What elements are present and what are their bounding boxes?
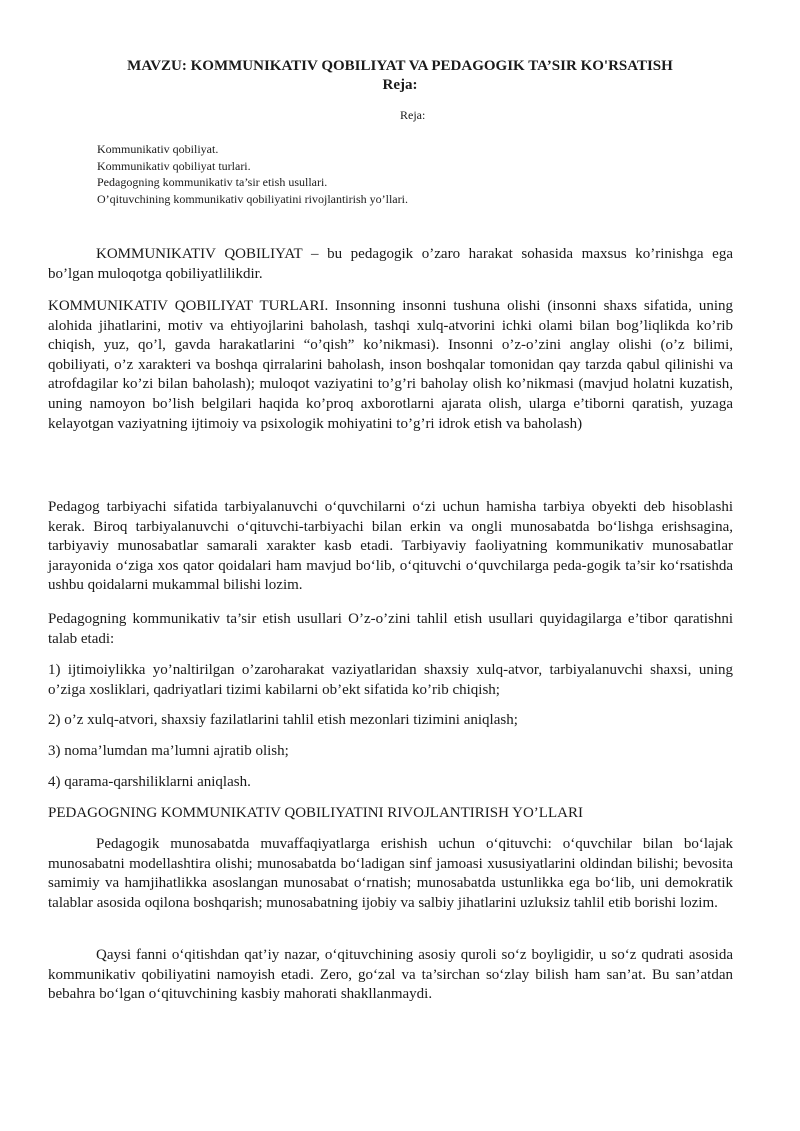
paragraph-conclusion: Qaysi fanni o‘qitishdan qat’iy nazar, o‘qituvchining asosiy quroli so‘z boyligidir, u so‘z qudrati asosida kommunikativ qobiliyatini namoyish etadi. Zero, go‘zal va ta’sirchan so‘zlay bilish ham san’at. Bu san’atdan bebahra bo‘lgan o‘qituvchining kasbiy mahorati shakllanmaydi. [48,947,733,1003]
paragraph-types: KOMMUNIKATIV QOBILIYAT TURLARI. Insonning insonni tushuna olishi (insonni shaxs sifatida, uning alohida jihatlarini, motiv va ehtiyojlarini baholash, tashqi xulq-atvorini ichki olami bilan bog’liqlikda ko’rib chiqish, yuz, qo’l, gavda harakatlarini “o’qish” ko’nikmasi). Insonni o’z-o’zini anglay olishi (o’z bilimi, qobiliyati, o’z xarakteri va boshqa qirralarini baholash, inson boshqalar tomonidan qay tarzda qabul qilinishi va atrofdagilar ko’zi bilan baholash); muloqot vaziyatini to’g’ri baholay olish ko’nikmasi (mavjud holatni kuzatish, uning namoyon bo’lish belgilari haqida ko’proq axborotlarni ajarata olish, ularga e’tiborni qaratish, yuzaga kelayotgan vaziyatning ijtimoiy va psixologik mohiyatini to’g’ri idrok etish va baholash) [48,298,733,432]
list-item-1: 1) ijtimoiylikka yo’naltirilgan o’zaroharakat vaziyatlaridan shaxsiy xulq-atvor, tarbiyalanuvchi shaxsi, uning o’ziga xosliklari, qadriyatlari tizimi kabilarni ob’ekt sifatida ko’rib chiqish; [48,662,733,698]
paragraph-success: Pedagogik munosabatda muvaffaqiyatlarga erishish uchun o‘qituvchi: o‘quvchilar bilan bo‘lajak munosabatni modellashtira olishi; munosabatda bo‘ladigan sinf jamoasi xususiyatlarini oldindan bilishi; bevosita samimiy va hamjihatlikka asoslangan munosabat o‘rnatish; munosabatda ustunlikka ega bo‘lib, uni demokratik talablar asosida oqilona boshqarish; munosabatning ijobiy va salbiy jihatlarini uzluksiz tahlil etib borishi lozim. [48,836,733,911]
plan-item: Kommunikativ qobiliyat. [97,142,219,156]
document-subtitle: Reja: [382,77,418,93]
paragraph-definition: KOMMUNIKATIV QOBILIYAT – bu pedagogik o’zaro harakat sohasida maxsus ko’rinishga ega bo’lgan muloqotga qobiliyatlilikdir. [48,246,733,282]
plan-item: Pedagogning kommunikativ ta’sir etish usullari. [97,175,328,189]
plan-item: Kommunikativ qobiliyat turlari. [97,158,251,173]
document-title: MAVZU: KOMMUNIKATIV QOBILIYAT VA PEDAGOGIK TA’SIR KO'RSATISH [127,58,673,74]
list-item-4: 4) qarama-qarshiliklarni aniqlash. [48,774,251,790]
paragraph-pedagog: Pedagog tarbiyachi sifatida tarbiyalanuvchi o‘quvchilarni o‘zi uchun hamisha tarbiya obyekti deb hisoblashi kerak. Biroq tarbiyalanuvchi o‘qituvchi-tarbiyachi bilan erkin va ongli munosabatda bo‘lishga erishsagina, tarbiyaviy munosabatlar samarali xarakter kasb etadi. Tarbiyaviy faoliyatning kommunikativ munosabatlar jarayonida o‘ziga xos qator qoidalari ham mavjud bo‘lib, o‘qituvchi o‘quvchilarga peda-gogik ta’sir ko‘rsatishda ushbu qoidalarni mukammal bilishi lozim. [48,499,733,594]
plan-item: O’qituvchining kommunikativ qobiliyatini rivojlantirish yo’llari. [97,191,408,206]
list-item-3: 3) noma’lumdan ma’lumni ajratib olish; [48,743,289,759]
paragraph-methods: Pedagogning kommunikativ ta’sir etish usullari O’z-o’zini tahlil etish usullari quyidagilarga e’tibor qaratishni talab etadi: [48,611,733,647]
section-heading: PEDAGOGNING KOMMUNIKATIV QOBILIYATINI RIVOJLANTIRISH YO’LLARI [48,805,583,821]
plan-label: Reja: [400,108,426,122]
plan-list [97,141,408,207]
list-item-2: 2) o’z xulq-atvori, shaxsiy fazilatlarini tahlil etish mezonlari tizimini aniqlash; [48,712,518,728]
